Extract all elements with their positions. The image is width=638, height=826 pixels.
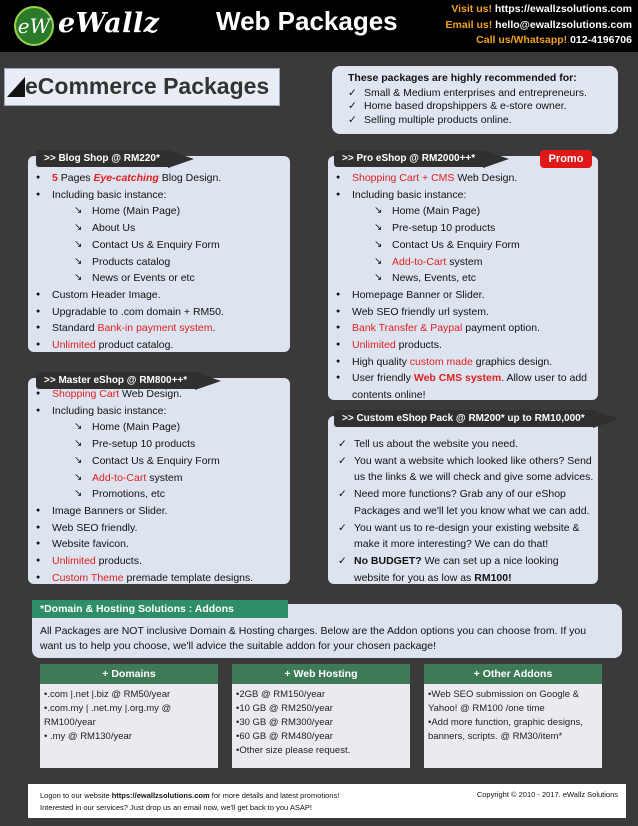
list-item: •Add more function, graphic designs, banners, scripts. @ RM30/item* (428, 717, 583, 742)
sub-item (52, 237, 290, 254)
text: High quality (352, 355, 410, 368)
sub-item (52, 203, 290, 220)
text: Products catalog (92, 255, 171, 268)
domains-heading: + Domains (40, 664, 218, 684)
custom-eshop-tab: >> Custom eShop Pack @ RM200* up to RM10,000* (334, 410, 593, 427)
list-item (34, 287, 290, 304)
footer-text: for more details and latest promotions! (209, 791, 340, 800)
contact-info (446, 2, 632, 49)
text: Contact Us & Enquiry Form (92, 454, 220, 467)
sub-item (52, 419, 290, 436)
arrow-icon: ↘ (74, 255, 83, 267)
text: You want a website which looked like others? Send us the links & we will check and give some advices. (354, 454, 594, 484)
list-item: •60 GB @ RM480/year (236, 731, 333, 742)
list-item (34, 386, 290, 403)
footer-text: Interested in our services? Just drop us an email now, we'll get back to you ASAP! (40, 803, 312, 812)
list-item (34, 187, 290, 287)
list-item: •.com.my | .net.my |.org.my @ RM100/year (44, 703, 172, 728)
arrow-icon: ↘ (74, 205, 83, 217)
check-icon: ✓ (338, 454, 347, 467)
text: product catalog. (95, 339, 174, 352)
arrow-icon: ↘ (374, 238, 383, 250)
text: Including basic instance: (352, 188, 467, 201)
list-item (342, 100, 608, 114)
text: User friendly (352, 372, 414, 385)
list-item: •30 GB @ RM300/year (236, 717, 333, 728)
arrow-icon: ↘ (74, 454, 83, 466)
text: graphics design. (472, 355, 553, 368)
header (0, 0, 638, 52)
email-label: Email us! (445, 18, 493, 31)
blog-shop-tab: >> Blog Shop @ RM220* (36, 150, 168, 167)
sub-item (352, 237, 596, 254)
text: Image Banners or Slider. (52, 504, 168, 517)
text: Website favicon. (52, 538, 129, 551)
list-item (342, 114, 608, 128)
page-title: Web Packages (216, 6, 398, 36)
sub-item (352, 220, 596, 237)
text: Contact Us & Enquiry Form (92, 238, 220, 251)
list-item (34, 320, 290, 337)
list-item: •Other size please request. (236, 745, 351, 756)
text: News, Events, etc (392, 272, 477, 285)
text: Home (Main Page) (92, 205, 181, 218)
arrow-icon: ↘ (74, 272, 83, 284)
list-item (334, 453, 596, 486)
check-icon: ✓ (338, 438, 347, 450)
addons-text: All Packages are NOT inclusive Domain & Hosting charges. Below are the Addon options you can choose from. If you want us to help you choose, we'll advice the suitable addon for your chosen package! (40, 625, 587, 652)
price-text: RM100! (474, 571, 512, 584)
sub-item (52, 486, 290, 503)
promo-badge: Promo (540, 150, 592, 168)
check-icon: ✓ (348, 86, 357, 99)
footer (28, 784, 626, 818)
section-title-box (4, 68, 280, 106)
logo-mark: eW (14, 6, 54, 46)
domains-list (40, 686, 218, 746)
check-icon: ✓ (338, 488, 347, 501)
list-item (34, 170, 290, 187)
text: premade template designs. (123, 571, 254, 584)
arrow-icon: ↘ (74, 222, 83, 234)
text: Web SEO friendly. (52, 521, 138, 534)
recommended-heading: These packages are highly recommended for: (348, 72, 577, 84)
recommended-item: Selling multiple products online. (364, 113, 512, 126)
sub-item (52, 453, 290, 470)
text: Blog Design. (158, 172, 222, 184)
text: Including basic instance: (52, 188, 167, 201)
text: . (212, 322, 216, 335)
text: Promotions, etc (92, 488, 165, 501)
text: products. (95, 555, 142, 568)
list-item (34, 337, 290, 354)
list-item (334, 287, 596, 304)
arrow-icon: ↘ (74, 238, 83, 250)
recommended-item: Small & Medium enterprises and entrepreneurs. (364, 86, 587, 99)
recommended-box (332, 66, 618, 134)
text: products. (395, 339, 442, 352)
arrow-icon: ↘ (374, 255, 383, 267)
highlight-text: Shopping Cart + CMS (352, 172, 455, 184)
addons-tab: *Domain & Hosting Solutions : Addons (32, 600, 288, 618)
list-item (34, 570, 290, 587)
page-count: 5 (52, 172, 58, 184)
text: system (446, 255, 483, 268)
list-item (334, 370, 596, 403)
sub-list (52, 203, 290, 287)
list-item (334, 304, 596, 321)
pro-eshop-list (334, 170, 596, 404)
text: You want us to re-design your existing website & make it more interesting? We can do that! (354, 521, 580, 551)
list-item: •Web SEO submission on Google & Yahoo! @ RM100 /one time (428, 689, 580, 714)
text: We can set up a nice looking website for you as low as (354, 554, 559, 584)
sub-item (52, 270, 290, 287)
other-addons-list (424, 686, 602, 746)
highlight-text: Bank-in payment system (97, 322, 213, 335)
text: Need more functions? Grab any of our eShop Packages and we'll let you know what we can add. (354, 488, 590, 517)
sub-list (352, 203, 596, 287)
arrow-icon: ↘ (74, 488, 83, 500)
list-item (334, 187, 596, 287)
logo-text: eWallz (58, 8, 160, 39)
section-title: eCommerce Packages (25, 73, 270, 99)
text: Pre-setup 10 products (92, 438, 196, 451)
highlight-text: Eye-catching (93, 172, 159, 184)
sub-list (52, 419, 290, 503)
copyright: Copyright © 2010 - 2017. eWallz Solutions (476, 790, 618, 799)
text: News or Events or etc (92, 272, 195, 285)
check-icon: ✓ (338, 554, 347, 567)
check-icon: ✓ (348, 113, 357, 126)
blog-shop-list (34, 170, 290, 354)
highlight-text: Unlimited (52, 339, 96, 352)
other-addons-column (424, 664, 602, 768)
domains-column (40, 664, 218, 768)
sub-item (352, 254, 596, 271)
list-item (34, 553, 290, 570)
text: Upgradable to .com domain + RM50. (52, 305, 224, 318)
highlight-text: Bank Transfer & Paypal (352, 322, 463, 335)
master-eshop-tab: >> Master eShop @ RM800++* (36, 372, 195, 389)
list-item (34, 536, 290, 553)
sub-item (52, 254, 290, 271)
highlight-text: No BUDGET? (354, 554, 422, 567)
other-addons-heading: + Other Addons (424, 664, 602, 684)
list-item (34, 403, 290, 503)
website-link[interactable]: https://ewallzsolutions.com (494, 3, 632, 15)
phone-link[interactable]: 012-4196706 (570, 34, 632, 46)
email-link[interactable]: hello@ewallzsolutions.com (495, 18, 632, 31)
text: Including basic instance: (52, 404, 167, 417)
highlight-text: custom made (409, 355, 473, 368)
sub-item (52, 220, 290, 237)
list-item (334, 486, 596, 519)
list-item: •2GB @ RM150/year (236, 689, 326, 700)
custom-eshop-list (334, 436, 596, 586)
text: Home (Main Page) (92, 421, 181, 434)
arrow-icon: ↘ (374, 205, 383, 217)
text: system (146, 471, 183, 484)
text: Pages (57, 172, 94, 184)
call-label: Call us/Whatsapp! (476, 34, 568, 46)
logo[interactable] (14, 6, 164, 46)
list-item (334, 436, 596, 453)
highlight-text: Web CMS system (413, 372, 502, 385)
visit-label: Visit us! (451, 3, 492, 15)
recommended-list (342, 87, 608, 128)
text: Home (Main Page) (392, 205, 481, 218)
recommended-item: Home based dropshippers & e-store owner. (364, 100, 567, 112)
arrow-icon: ↘ (74, 471, 83, 483)
list-item (334, 170, 596, 187)
text: Pre-setup 10 products (392, 222, 496, 235)
sub-item (52, 470, 290, 487)
list-item (34, 520, 290, 537)
highlight-text: Custom Theme (52, 571, 124, 584)
text: About Us (92, 222, 136, 235)
list-item (334, 520, 596, 553)
highlight-text: Unlimited (52, 555, 96, 568)
list-item: •10 GB @ RM250/year (236, 703, 333, 714)
sub-item (352, 203, 596, 220)
highlight-text: Unlimited (352, 339, 396, 352)
list-item (34, 304, 290, 321)
hosting-column (232, 664, 410, 768)
footer-text: Logon to our website (40, 791, 112, 800)
arrow-icon: ↘ (74, 421, 83, 433)
triangle-icon (7, 77, 25, 97)
text: Web SEO friendly url system. (352, 305, 489, 318)
list-item (334, 354, 596, 371)
hosting-list (232, 686, 410, 760)
list-item (342, 87, 608, 101)
text: Homepage Banner or Slider. (352, 288, 485, 301)
sub-item (52, 436, 290, 453)
text: Web Design. (454, 172, 518, 184)
arrow-icon: ↘ (374, 222, 383, 234)
list-item (334, 337, 596, 354)
text: . Allow user to add contents online! (352, 372, 588, 402)
list-item (34, 503, 290, 520)
list-item: • .my @ RM130/year (44, 731, 132, 742)
text: Web Design. (119, 388, 182, 400)
master-eshop-list (34, 386, 290, 586)
list-item: •.com |.net |.biz @ RM50/year (44, 689, 171, 700)
list-item (334, 553, 596, 586)
highlight-text: Shopping Cart (52, 388, 120, 400)
arrow-icon: ↘ (374, 272, 383, 284)
text: payment option. (462, 322, 540, 335)
sub-item (352, 270, 596, 287)
text: Custom Header Image. (52, 288, 161, 301)
text: Tell us about the website you need. (354, 438, 519, 450)
list-item (334, 320, 596, 337)
text: Contact Us & Enquiry Form (392, 238, 520, 251)
highlight-text: Add-to-Cart (92, 471, 147, 484)
hosting-heading: + Web Hosting (232, 664, 410, 684)
footer-notes (40, 790, 339, 814)
pro-eshop-tab: >> Pro eShop @ RM2000++* (334, 150, 483, 167)
footer-website-link[interactable]: https://ewallzsolutions.com (111, 791, 210, 800)
highlight-text: Add-to-Cart (392, 255, 447, 268)
check-icon: ✓ (348, 100, 357, 112)
arrow-icon: ↘ (74, 438, 83, 450)
text: Standard (52, 322, 98, 335)
check-icon: ✓ (338, 521, 347, 534)
